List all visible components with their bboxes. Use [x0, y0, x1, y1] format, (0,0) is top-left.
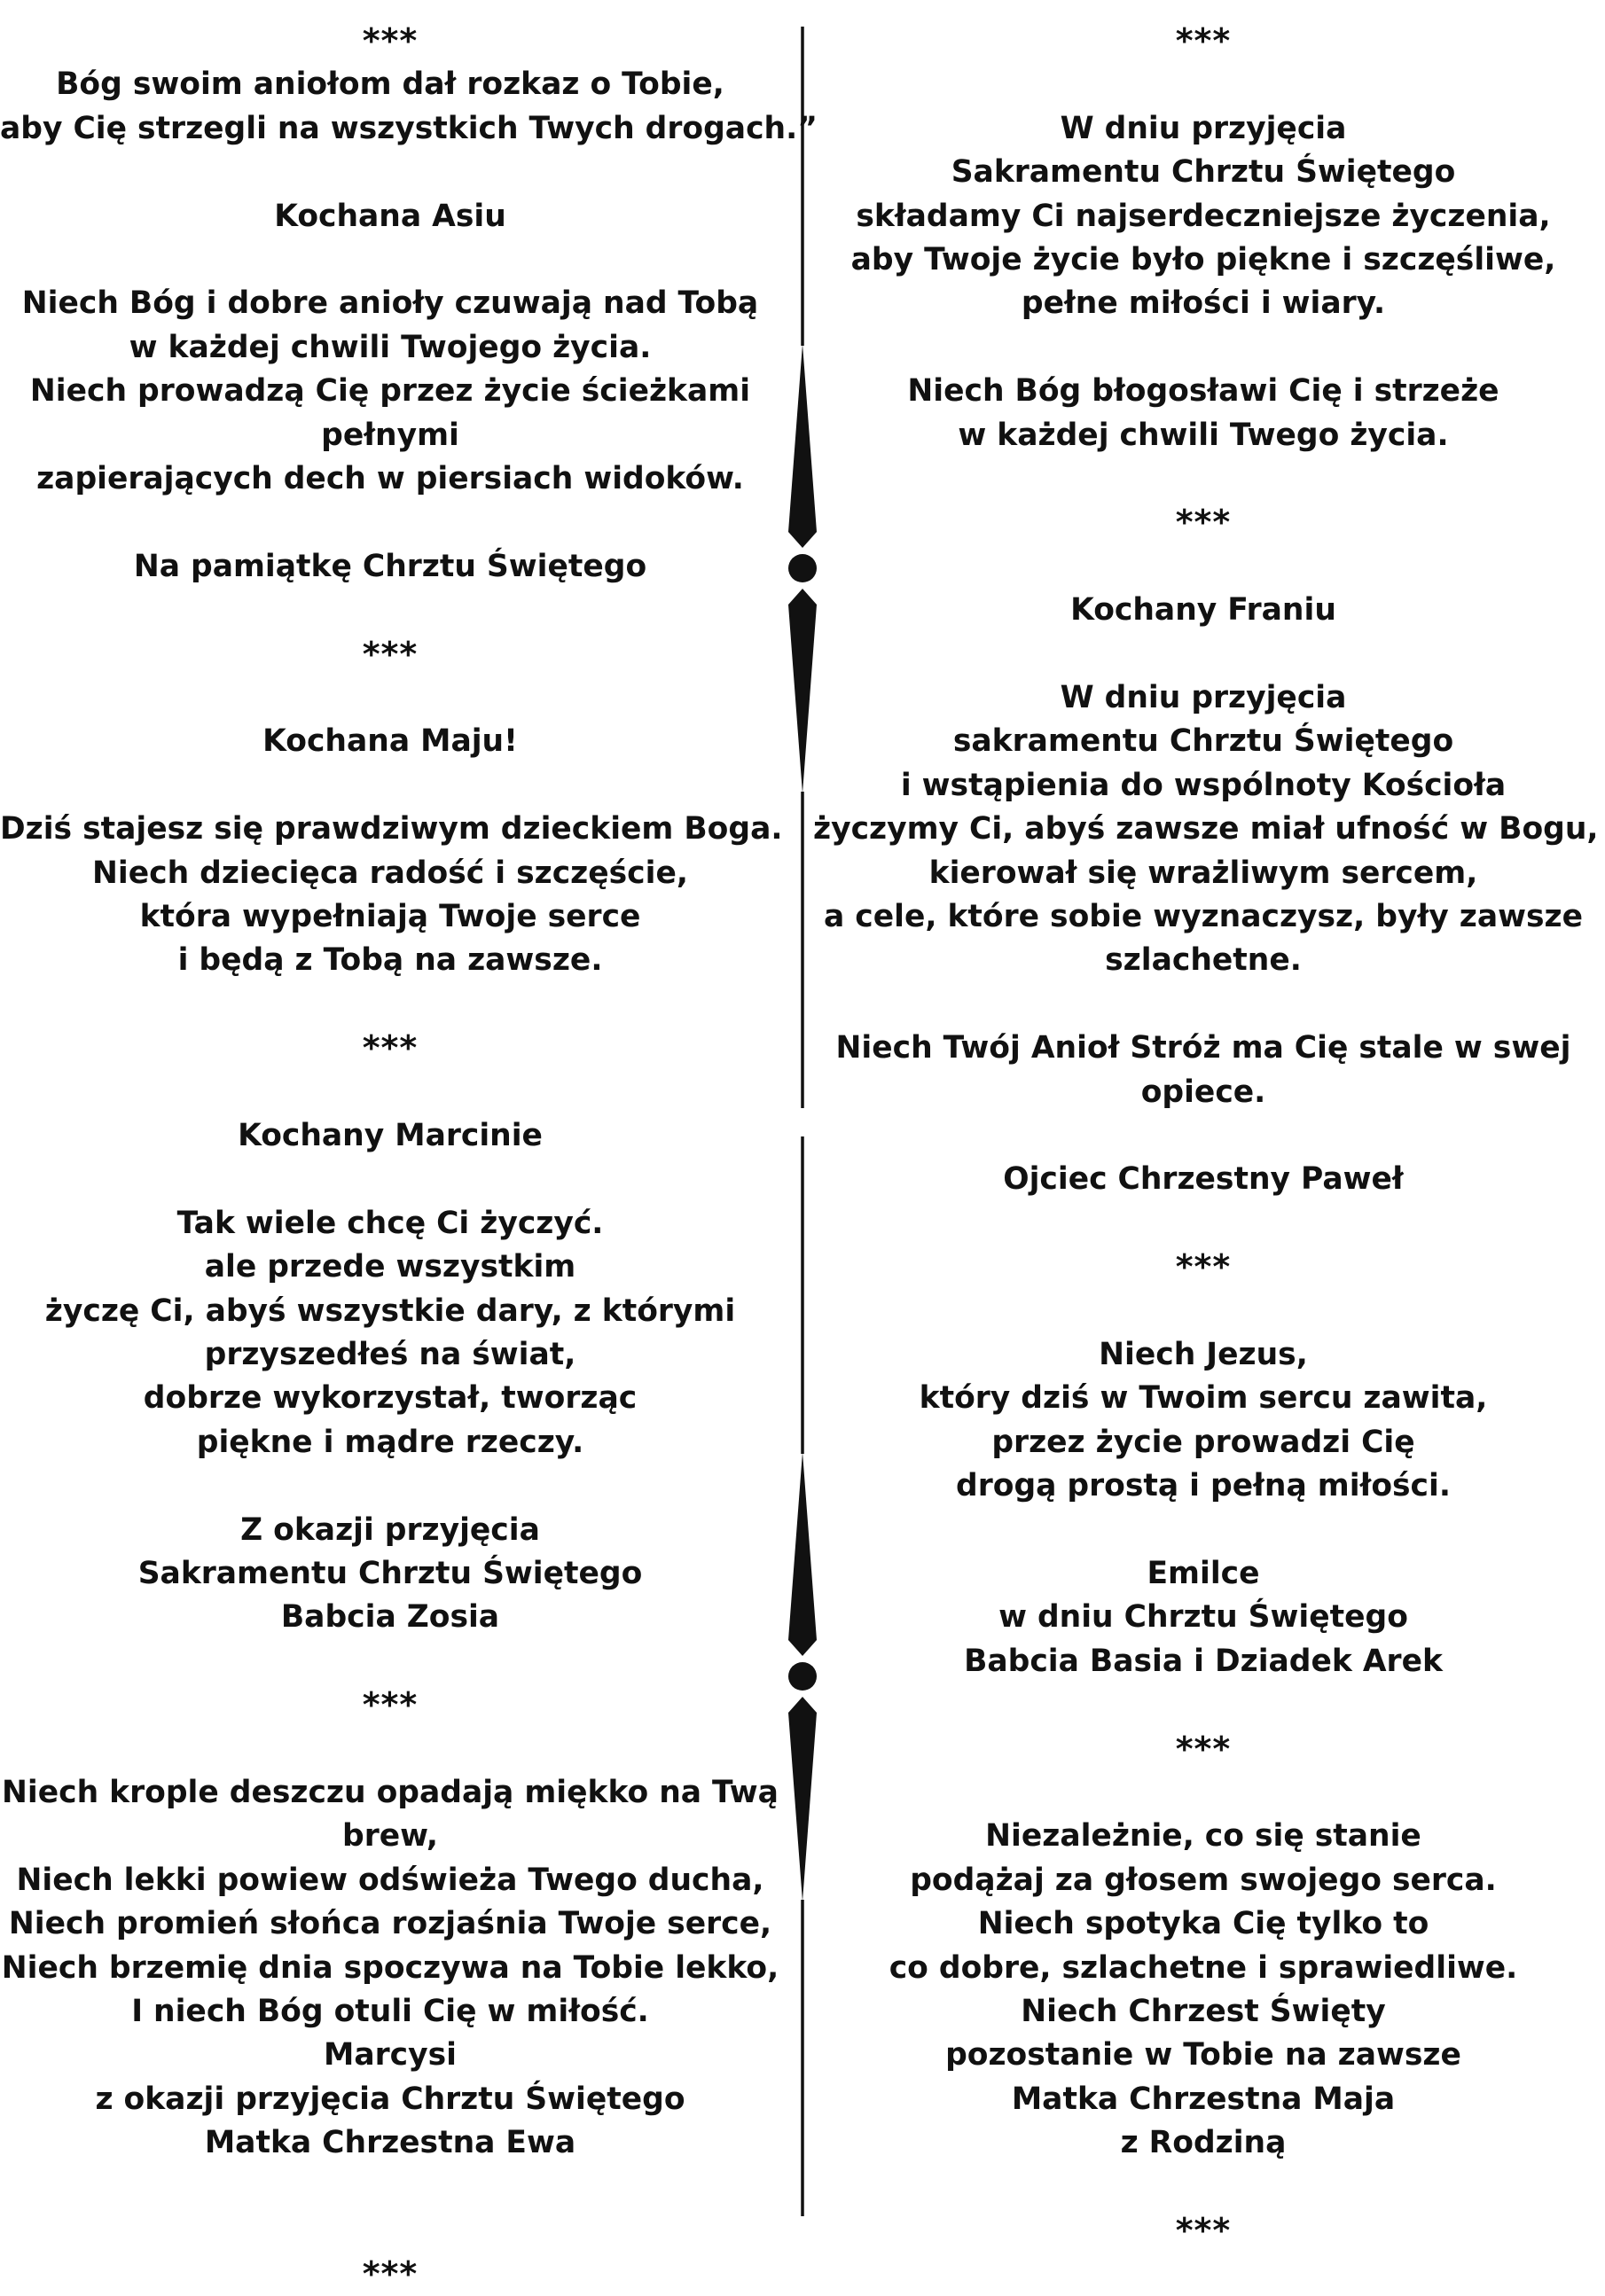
wish-text-line: przyszedłeś na świat,: [204, 1337, 576, 1372]
section-separator-stars: ***: [1175, 2211, 1232, 2250]
wish-text-line: Kochany Marcinie: [238, 1118, 543, 1153]
section-separator-stars: ***: [1175, 503, 1232, 542]
wish-text-line: składamy Ci najserdeczniejsze życzenia,: [856, 199, 1551, 234]
wish-text-line: Niech spotyka Cię tylko to: [977, 1906, 1429, 1941]
wish-text-line: pozostanie w Tobie na zawsze: [945, 2037, 1461, 2073]
wish-text-line: Niech lekki powiew odświeża Twego ducha,: [16, 1863, 764, 1898]
wish-text-line: która wypełniają Twoje serce: [139, 899, 641, 934]
wish-text-line: Marcysi: [324, 2037, 457, 2073]
wish-text-line: w każdej chwili Twojego życia.: [129, 330, 652, 365]
wish-text-line: w każdej chwili Twego życia.: [958, 418, 1449, 453]
wish-text-line: aby Twoje życie było piękne i szczęśliwe,: [850, 242, 1556, 277]
section-separator-stars: ***: [362, 2254, 419, 2293]
wish-text-line: z okazji przyjęcia Chrztu Świętego: [95, 2081, 685, 2117]
wish-text-line: Niech Bóg błogosławi Cię i strzeże: [907, 373, 1499, 409]
wish-text-line: kierował się wrażliwym sercem,: [928, 855, 1478, 891]
wish-text-line: W dniu przyjęcia: [1060, 111, 1347, 146]
wish-text-line: I niech Bóg otuli Cię w miłość.: [131, 1994, 649, 2029]
wish-text-line: Niech brzemię dnia spoczywa na Tobie lekko,: [1, 1950, 779, 1986]
wish-text-line: Niech Twój Anioł Stróż ma Cię stale w swej: [835, 1030, 1571, 1066]
wish-text-line: Sakramentu Chrztu Świętego: [951, 154, 1456, 190]
wish-text-line: który dziś w Twoim sercu zawita,: [919, 1380, 1488, 1416]
wish-text-line: przez życie prowadzi Cię: [991, 1425, 1415, 1460]
wish-text-line: Niech krople deszczu opadają miękko na Twą: [2, 1775, 779, 1810]
wish-text-line: pełnymi: [321, 418, 459, 453]
wish-text-line: Niech dziecięca radość i szczęście,: [92, 855, 688, 891]
wish-text-line: Babcia Zosia: [280, 1599, 500, 1635]
wish-text-line: sakramentu Chrztu Świętego: [952, 723, 1454, 759]
wish-text-line: aby Cię strzegli na wszystkich Twych drogach.”: [0, 111, 818, 146]
wish-text-line: Sakramentu Chrztu Świętego: [137, 1556, 643, 1591]
section-separator-stars: ***: [1175, 1730, 1232, 1769]
wish-text-line: opiece.: [1140, 1074, 1266, 1110]
wish-text-line: a cele, które sobie wyznaczysz, były zawsze: [824, 899, 1583, 934]
wish-text-line: Babcia Basia i Dziadek Arek: [964, 1644, 1443, 1679]
wish-text-line: życzymy Ci, abyś zawsze miał ufność w Bogu,: [813, 811, 1599, 847]
wish-text-line: dobrze wykorzystał, tworząc: [143, 1380, 638, 1416]
wish-text-line: Z okazji przyjęcia: [240, 1512, 540, 1548]
wish-text-line: Niech Jezus,: [1099, 1337, 1308, 1372]
wish-text-line: szlachetne.: [1105, 942, 1302, 978]
wish-text-line: i wstąpienia do wspólnoty Kościoła: [900, 768, 1507, 803]
section-separator-stars: ***: [362, 635, 419, 674]
wish-text-line: Matka Chrzestna Maja: [1011, 2081, 1396, 2117]
wish-text-line: Niech Bóg i dobre anioły czuwają nad Tobą: [21, 285, 759, 321]
wish-text-line: Na pamiątkę Chrztu Świętego: [133, 549, 647, 584]
section-separator-stars: ***: [1175, 1247, 1232, 1286]
wish-text-line: piękne i mądre rzeczy.: [196, 1425, 584, 1460]
wish-text-line: Bóg swoim aniołom dał rozkaz o Tobie,: [56, 66, 724, 102]
wish-text-line: i będą z Tobą na zawsze.: [177, 942, 603, 978]
wish-text-line: ale przede wszystkim: [204, 1249, 576, 1285]
section-separator-stars: ***: [362, 1685, 419, 1724]
wish-text-line: drogą prostą i pełną miłości.: [956, 1468, 1451, 1503]
wish-text-line: Dziś stajesz się prawdziwym dzieckiem Boga.: [0, 811, 783, 847]
wish-text-line: Niech promień słońca rozjaśnia Twoje serce,: [8, 1906, 772, 1941]
wish-text-line: Emilce: [1147, 1556, 1260, 1591]
wish-text-line: zapierających dech w piersiach widoków.: [36, 461, 744, 496]
wish-text-line: brew,: [342, 1818, 438, 1854]
wish-text-line: Niezależnie, co się stanie: [985, 1818, 1421, 1854]
wish-text-line: co dobre, szlachetne i sprawiedliwe.: [889, 1950, 1518, 1986]
wish-text-line: w dniu Chrztu Świętego: [998, 1599, 1408, 1635]
section-separator-stars: ***: [362, 21, 419, 60]
wish-text-line: Kochana Asiu: [274, 199, 506, 234]
wish-text-line: podążaj za głosem swojego serca.: [910, 1863, 1497, 1898]
wish-text-line: Kochany Franiu: [1070, 592, 1336, 628]
wish-text-line: pełne miłości i wiary.: [1021, 285, 1386, 321]
wish-text-line: Kochana Maju!: [262, 723, 518, 759]
wish-text-line: Niech prowadzą Cię przez życie ścieżkami: [29, 373, 751, 409]
wish-text-line: życzę Ci, abyś wszystkie dary, z którymi: [44, 1293, 736, 1329]
wish-text-line: Ojciec Chrzestny Paweł: [1003, 1161, 1404, 1197]
section-separator-stars: ***: [1175, 21, 1232, 60]
wish-text-line: z Rodziną: [1120, 2125, 1287, 2160]
wish-text-line: Niech Chrzest Święty: [1021, 1994, 1386, 2029]
wish-text-line: Matka Chrzestna Ewa: [204, 2125, 576, 2160]
section-separator-stars: ***: [362, 1028, 419, 1067]
wish-text-line: W dniu przyjęcia: [1060, 680, 1347, 715]
wish-text-line: Tak wiele chcę Ci życzyć.: [176, 1206, 604, 1241]
